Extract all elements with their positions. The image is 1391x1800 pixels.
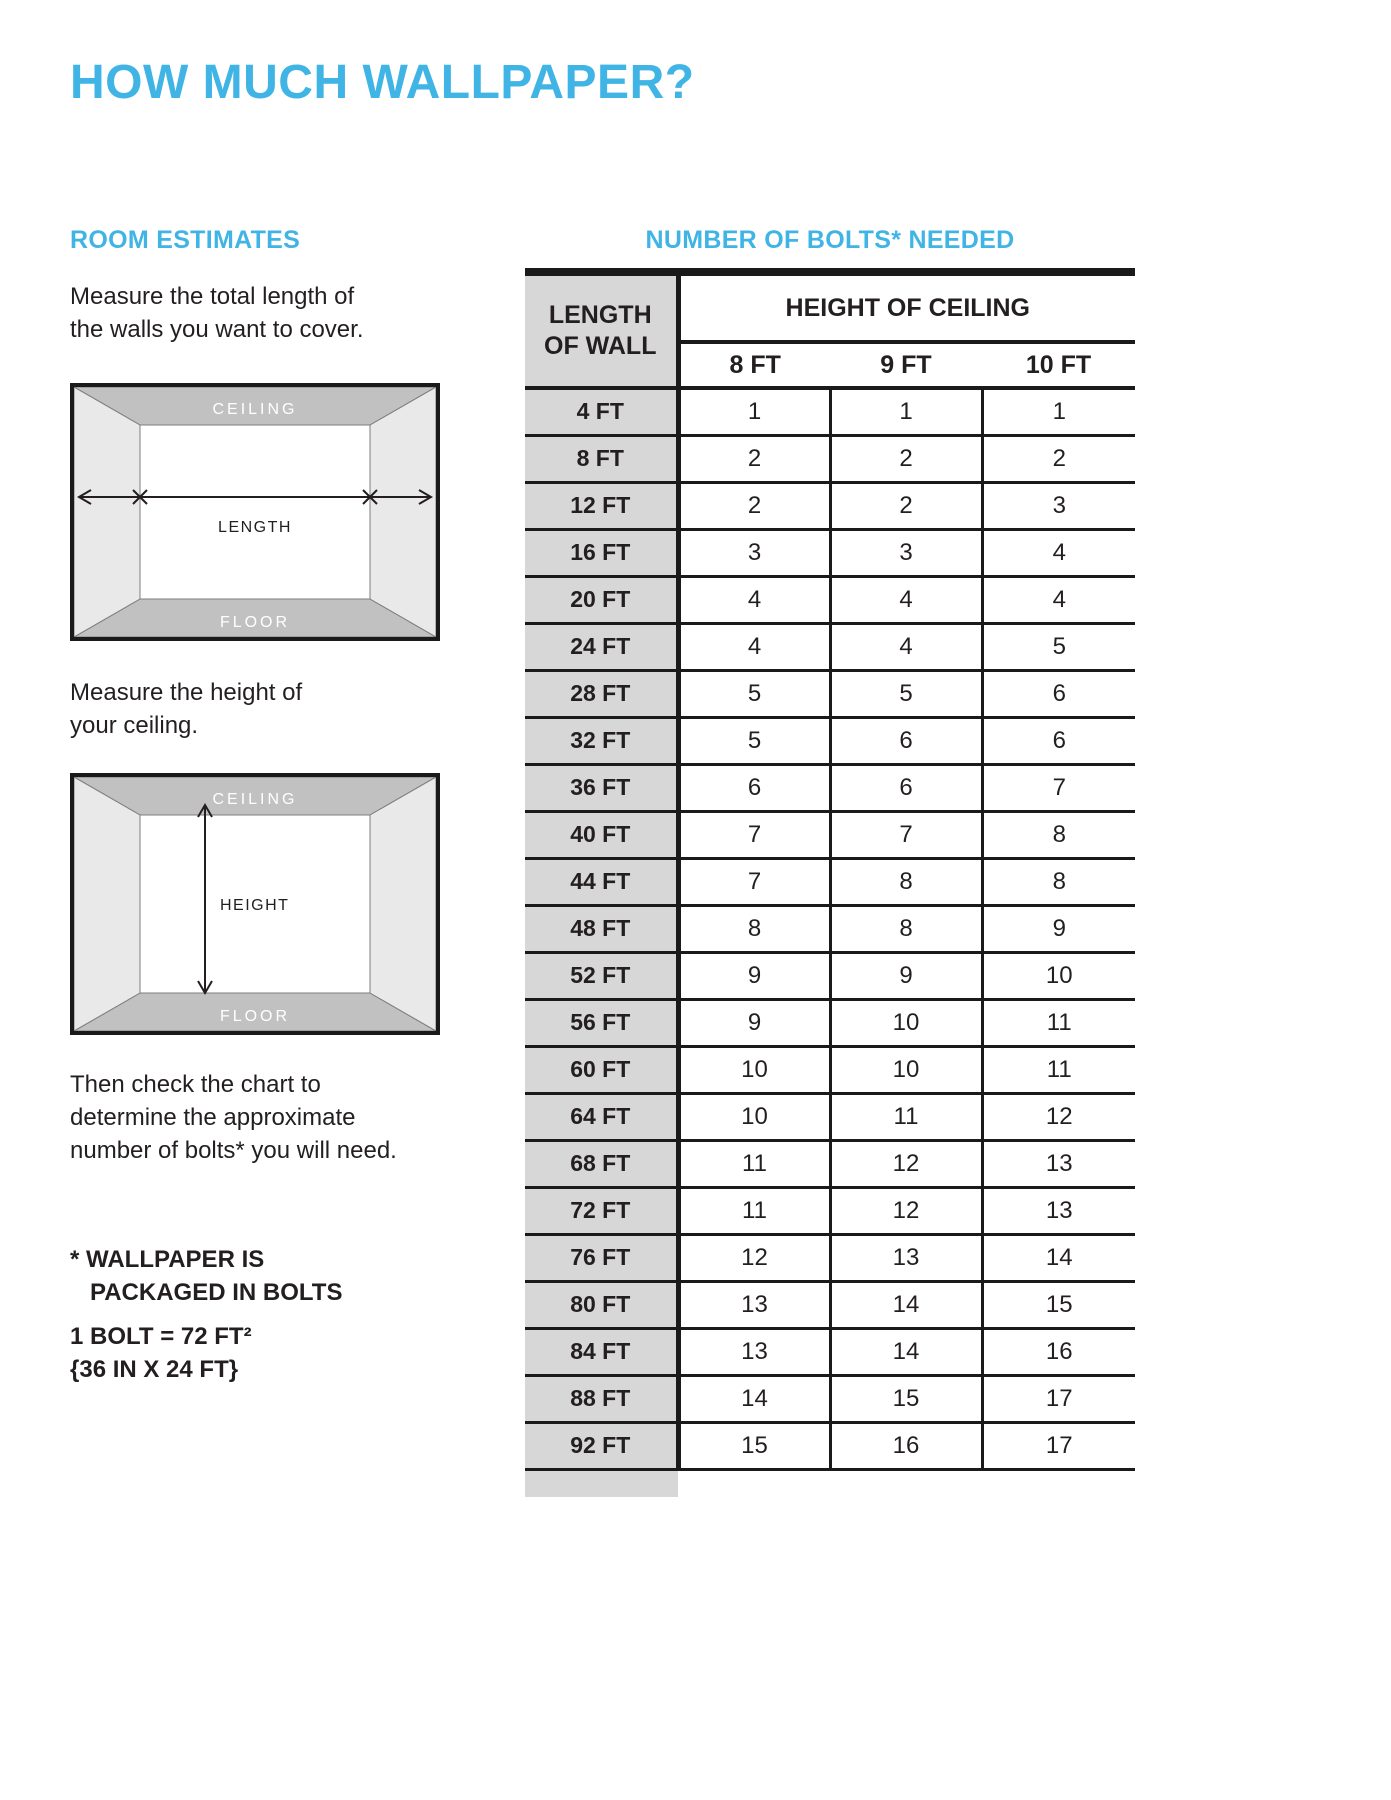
bolt-count-cell: 3	[678, 529, 830, 576]
bolt-count-cell: 10	[678, 1046, 830, 1093]
header-line: LENGTH	[548, 301, 652, 329]
ceiling-label: CEILING	[212, 401, 298, 418]
wall-length-cell: 76 FT	[525, 1234, 678, 1281]
paragraph-line: the walls you want to cover.	[70, 316, 364, 343]
bolt-count-cell: 7	[678, 811, 830, 858]
bolt-count-cell: 6	[678, 764, 830, 811]
bolt-count-cell: 16	[982, 1328, 1135, 1375]
bolt-count-cell: 2	[830, 435, 982, 482]
left-wall	[74, 387, 140, 637]
bolts-table-wrap	[525, 268, 1135, 1497]
ceiling-label: CEILING	[212, 791, 298, 808]
table-row	[525, 482, 1135, 529]
bolt-count-cell: 15	[830, 1375, 982, 1422]
floor-label: FLOOR	[219, 1008, 291, 1025]
bolt-count-cell: 15	[982, 1281, 1135, 1328]
bolt-count-cell: 4	[982, 529, 1135, 576]
height-label: HEIGHT	[220, 897, 290, 914]
bolt-equation: 1 BOLT = 72 FT²	[70, 1323, 252, 1350]
table-row	[525, 999, 1135, 1046]
bolt-count-cell: 6	[982, 717, 1135, 764]
height-diagram	[70, 773, 440, 1035]
bolt-count-cell: 2	[830, 482, 982, 529]
bolt-count-cell: 14	[830, 1328, 982, 1375]
wall-length-cell: 24 FT	[525, 623, 678, 670]
room-estimates-heading: ROOM ESTIMATES	[70, 226, 301, 254]
bolt-count-cell: 10	[982, 952, 1135, 999]
table-row	[525, 1046, 1135, 1093]
room-perspective-graphic	[74, 777, 436, 1031]
bolt-count-cell: 10	[678, 1093, 830, 1140]
bolts-needed-heading: NUMBER OF BOLTS* NEEDED	[645, 226, 1015, 254]
length-of-wall-header	[525, 272, 678, 388]
measure-height-paragraph	[70, 676, 302, 742]
wall-length-cell: 32 FT	[525, 717, 678, 764]
header-line: OF WALL	[544, 332, 657, 360]
bolt-count-cell: 12	[678, 1234, 830, 1281]
bolt-count-cell: 4	[678, 576, 830, 623]
wall-length-cell: 92 FT	[525, 1422, 678, 1469]
paragraph-line: your ceiling.	[70, 712, 199, 739]
wall-length-cell: 52 FT	[525, 952, 678, 999]
table-row	[525, 905, 1135, 952]
bolt-count-cell: 3	[830, 529, 982, 576]
bolt-count-cell: 5	[678, 670, 830, 717]
table-row	[525, 388, 1135, 435]
bolt-count-cell: 2	[982, 435, 1135, 482]
bolt-count-cell: 9	[678, 952, 830, 999]
table-row	[525, 1422, 1135, 1469]
height-of-ceiling-header: HEIGHT OF CEILING	[678, 272, 1135, 342]
bolt-count-cell: 17	[982, 1422, 1135, 1469]
bolt-count-cell: 8	[982, 811, 1135, 858]
right-wall	[370, 387, 436, 637]
ceiling-9ft-header: 9 FT	[830, 342, 982, 388]
bolt-count-cell: 13	[678, 1328, 830, 1375]
table-row	[525, 1187, 1135, 1234]
bolt-count-cell: 13	[678, 1281, 830, 1328]
bolt-count-cell: 3	[982, 482, 1135, 529]
wall-length-cell: 40 FT	[525, 811, 678, 858]
bolt-count-cell: 5	[678, 717, 830, 764]
bolt-count-cell: 12	[982, 1093, 1135, 1140]
wall-length-cell: 48 FT	[525, 905, 678, 952]
bolt-count-cell: 14	[678, 1375, 830, 1422]
paragraph-line: number of bolts* you will need.	[70, 1137, 397, 1164]
wall-length-cell: 68 FT	[525, 1140, 678, 1187]
wall-length-cell: 20 FT	[525, 576, 678, 623]
bolt-count-cell: 11	[678, 1140, 830, 1187]
bolts-table-body	[525, 388, 1135, 1469]
bolt-count-cell: 1	[678, 388, 830, 435]
room-perspective-graphic	[74, 387, 436, 637]
table-row	[525, 1093, 1135, 1140]
bolt-count-cell: 2	[678, 435, 830, 482]
length-label: LENGTH	[218, 519, 292, 536]
table-row	[525, 435, 1135, 482]
bolt-count-cell: 8	[982, 858, 1135, 905]
bolt-count-cell: 8	[678, 905, 830, 952]
wall-length-cell: 4 FT	[525, 388, 678, 435]
wall-length-cell: 80 FT	[525, 1281, 678, 1328]
bolt-count-cell: 12	[830, 1140, 982, 1187]
bolt-count-cell: 6	[830, 717, 982, 764]
left-wall	[74, 777, 140, 1031]
bolt-count-cell: 1	[830, 388, 982, 435]
bolts-table	[525, 268, 1135, 1471]
bolt-count-cell: 12	[830, 1187, 982, 1234]
paragraph-line: Measure the total length of	[70, 283, 355, 310]
ceiling-8ft-header: 8 FT	[678, 342, 830, 388]
table-row	[525, 1234, 1135, 1281]
bolt-count-cell: 10	[830, 1046, 982, 1093]
bolt-count-cell: 5	[982, 623, 1135, 670]
page-title: HOW MUCH WALLPAPER?	[70, 56, 695, 109]
bolt-count-cell: 8	[830, 905, 982, 952]
table-row	[525, 576, 1135, 623]
paragraph-line: Measure the height of	[70, 679, 303, 706]
bolt-count-cell: 6	[830, 764, 982, 811]
length-diagram	[70, 383, 440, 641]
bolt-count-cell: 11	[678, 1187, 830, 1234]
bolt-count-cell: 11	[982, 1046, 1135, 1093]
wall-length-cell: 88 FT	[525, 1375, 678, 1422]
bolt-count-cell: 13	[830, 1234, 982, 1281]
bolt-count-cell: 11	[830, 1093, 982, 1140]
wallpaper-bolts-footnote	[70, 1243, 342, 1309]
paragraph-line: Then check the chart to	[70, 1071, 321, 1098]
table-row	[525, 952, 1135, 999]
bolt-count-cell: 11	[982, 999, 1135, 1046]
bolt-count-cell: 17	[982, 1375, 1135, 1422]
bolt-count-cell: 7	[678, 858, 830, 905]
bolt-count-cell: 14	[830, 1281, 982, 1328]
bolt-count-cell: 4	[678, 623, 830, 670]
wall-length-cell: 8 FT	[525, 435, 678, 482]
bolt-count-cell: 4	[830, 576, 982, 623]
bolt-count-cell: 1	[982, 388, 1135, 435]
wall-length-cell: 36 FT	[525, 764, 678, 811]
wall-length-cell: 44 FT	[525, 858, 678, 905]
table-row	[525, 764, 1135, 811]
bolt-count-cell: 10	[830, 999, 982, 1046]
wall-length-cell: 72 FT	[525, 1187, 678, 1234]
bolt-count-cell: 5	[830, 670, 982, 717]
table-row	[525, 1281, 1135, 1328]
wall-length-cell: 64 FT	[525, 1093, 678, 1140]
table-row	[525, 670, 1135, 717]
bolt-count-cell: 9	[982, 905, 1135, 952]
bolt-count-cell: 9	[830, 952, 982, 999]
bolt-count-cell: 7	[830, 811, 982, 858]
table-row	[525, 811, 1135, 858]
wall-length-cell: 12 FT	[525, 482, 678, 529]
check-chart-paragraph	[70, 1068, 397, 1167]
floor-label: FLOOR	[219, 614, 291, 631]
bolt-count-cell: 4	[830, 623, 982, 670]
back-wall	[140, 425, 370, 599]
bolt-count-cell: 13	[982, 1187, 1135, 1234]
bolt-count-cell: 16	[830, 1422, 982, 1469]
bolt-count-cell: 9	[678, 999, 830, 1046]
wall-length-cell: 28 FT	[525, 670, 678, 717]
wall-length-cell: 16 FT	[525, 529, 678, 576]
table-row	[525, 1328, 1135, 1375]
bolt-count-cell: 13	[982, 1140, 1135, 1187]
bolt-count-cell: 4	[982, 576, 1135, 623]
footnote-line: PACKAGED IN BOLTS	[90, 1279, 343, 1306]
wall-length-cell: 56 FT	[525, 999, 678, 1046]
right-wall	[370, 777, 436, 1031]
bolt-count-cell: 14	[982, 1234, 1135, 1281]
table-row	[525, 623, 1135, 670]
bolt-count-cell: 6	[982, 670, 1135, 717]
bolt-dimensions: {36 IN X 24 FT}	[70, 1356, 239, 1383]
table-row	[525, 858, 1135, 905]
wall-length-cell: 60 FT	[525, 1046, 678, 1093]
bolt-count-cell: 8	[830, 858, 982, 905]
paragraph-line: determine the approximate	[70, 1104, 356, 1131]
wall-length-cell: 84 FT	[525, 1328, 678, 1375]
gray-column-stub	[525, 1471, 678, 1497]
measure-length-paragraph	[70, 280, 363, 346]
bolt-count-cell: 2	[678, 482, 830, 529]
table-row	[525, 1140, 1135, 1187]
table-row	[525, 717, 1135, 764]
table-header-row	[525, 272, 1135, 342]
footnote-line: * WALLPAPER IS	[70, 1246, 265, 1273]
bolt-size-info	[70, 1320, 252, 1386]
bolt-count-cell: 7	[982, 764, 1135, 811]
bolt-count-cell: 15	[678, 1422, 830, 1469]
table-row	[525, 529, 1135, 576]
ceiling-10ft-header: 10 FT	[982, 342, 1135, 388]
table-row	[525, 1375, 1135, 1422]
